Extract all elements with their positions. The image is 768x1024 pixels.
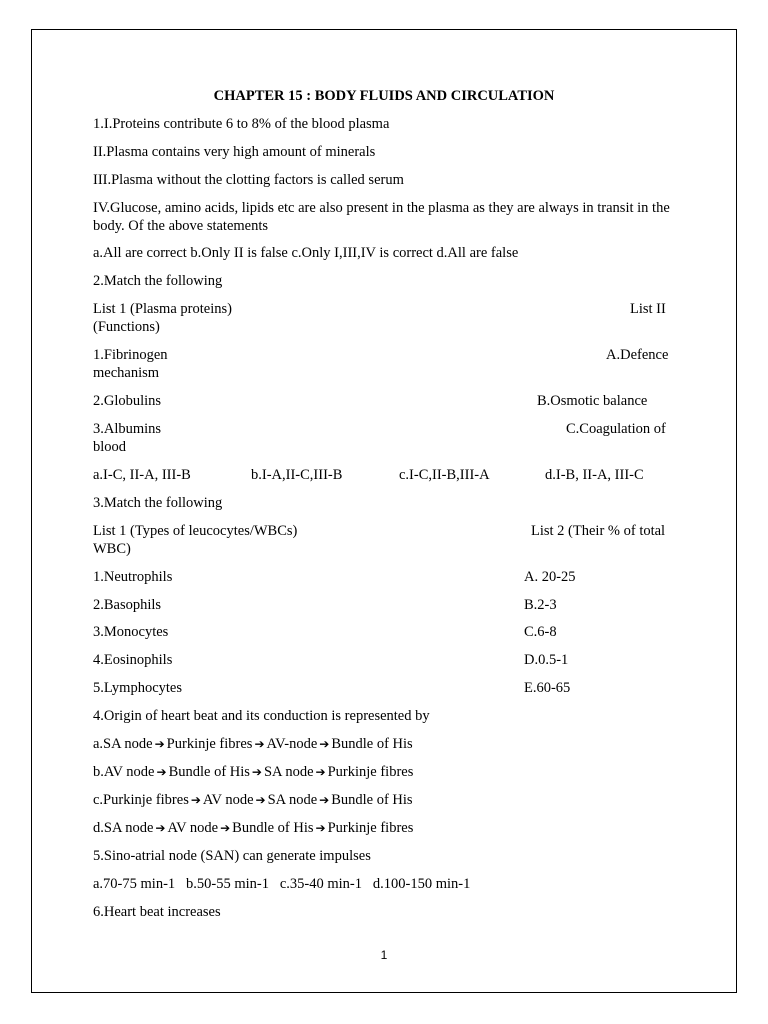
q3-list1-heading: List 1 (Types of leucocytes/WBCs) (93, 523, 298, 539)
q3-row-left: 2.Basophils (93, 597, 162, 613)
q6-prompt: 6.Heart beat increases (93, 904, 221, 920)
q3-row-right: A. 20-25 (524, 569, 576, 585)
arrow-right-icon: ➔ (155, 821, 166, 835)
q4-c-step: SA node (267, 792, 318, 808)
arrow-right-icon: ➔ (156, 765, 167, 779)
q1-statement-1: 1.I.Proteins contribute 6 to 8% of the blood plasma (93, 116, 390, 132)
q1-options: a.All are correct b.Only II is false c.Only I,III,IV is correct d.All are false (93, 245, 519, 261)
q4-prompt: 4.Origin of heart beat and its conduction is represented by (93, 708, 430, 724)
q4-b-step: SA node (263, 764, 314, 780)
q2-option-a: a.I-C, II-A, III-B (93, 467, 191, 483)
q4-d-step: AV node (167, 820, 219, 836)
q3-row-right: D.0.5-1 (524, 652, 569, 668)
q4-b-step: Bundle of His (168, 764, 250, 780)
q4-a-step: AV-node (266, 736, 318, 752)
q3-row-left: 4.Eosinophils (93, 652, 173, 668)
arrow-right-icon: ➔ (315, 821, 326, 835)
q2-row2-right: B.Osmotic balance (537, 393, 648, 409)
q3-prompt: 3.Match the following (93, 495, 223, 511)
q5-options: a.70-75 min-1 b.50-55 min-1 c.35-40 min-1 d.100-150 min-1 (93, 876, 471, 892)
q4-c-step: c.Purkinje fibres (93, 792, 189, 808)
q2-list2-heading-cont: (Functions) (93, 319, 160, 335)
arrow-right-icon: ➔ (254, 737, 265, 751)
page-number: 1 (380, 948, 388, 962)
q4-d-step: Purkinje fibres (327, 820, 414, 836)
q2-list2-heading: List II (630, 301, 666, 317)
q4-c-step: Bundle of His (331, 792, 413, 808)
q2-row2-left: 2.Globulins (93, 393, 162, 409)
q4-option-d (93, 819, 675, 837)
arrow-right-icon: ➔ (190, 793, 201, 807)
arrow-right-icon: ➔ (220, 821, 231, 835)
q4-b-step: b.AV node (93, 764, 155, 780)
q2-row3-left: 3.Albumins (93, 421, 162, 437)
q2-option-d: d.I-B, II-A, III-C (545, 467, 644, 483)
q1-statement-2: II.Plasma contains very high amount of minerals (93, 144, 376, 160)
q4-c-step: AV node (202, 792, 254, 808)
q4-b-step: Purkinje fibres (327, 764, 414, 780)
arrow-right-icon: ➔ (319, 737, 330, 751)
arrow-right-icon: ➔ (154, 737, 165, 751)
q2-row1-left: 1.Fibrinogen (93, 347, 168, 363)
q4-option-c (93, 791, 675, 809)
q3-row-right: B.2-3 (524, 597, 557, 613)
q2-prompt: 2.Match the following (93, 273, 223, 289)
q4-a-step: Bundle of His (331, 736, 413, 752)
q4-option-b (93, 763, 675, 781)
q3-list2-heading: List 2 (Their % of total (531, 523, 666, 539)
arrow-right-icon: ➔ (319, 793, 330, 807)
arrow-right-icon: ➔ (315, 765, 326, 779)
q2-row3-right: C.Coagulation of (566, 421, 666, 437)
q4-d-step: d.SA node (93, 820, 154, 836)
q2-row1-right-cont: mechanism (93, 365, 160, 381)
q3-list2-heading-cont: WBC) (93, 541, 131, 557)
q2-option-b: b.I-A,II-C,III-B (251, 467, 343, 483)
q4-a-step: a.SA node (93, 736, 153, 752)
q2-row3-right-cont: blood (93, 439, 127, 455)
q4-option-a (93, 735, 675, 753)
q3-row-left: 3.Monocytes (93, 624, 169, 640)
q4-a-step: Purkinje fibres (166, 736, 253, 752)
q5-prompt: 5.Sino-atrial node (SAN) can generate impulses (93, 848, 371, 864)
q3-row-right: E.60-65 (524, 680, 571, 696)
q1-statement-4: IV.Glucose, amino acids, lipids etc are also present in the plasma as they are always in transit in the body. Of the above statements (93, 200, 670, 234)
chapter-title: CHAPTER 15 : BODY FLUIDS AND CIRCULATION (213, 88, 555, 104)
arrow-right-icon: ➔ (251, 765, 262, 779)
q4-d-step: Bundle of His (232, 820, 314, 836)
q2-row1-right: A.Defence (606, 347, 669, 363)
q2-option-c: c.I-C,II-B,III-A (399, 467, 490, 483)
q2-list1-heading: List 1 (Plasma proteins) (93, 301, 232, 317)
arrow-right-icon: ➔ (255, 793, 266, 807)
q3-row-left: 1.Neutrophils (93, 569, 173, 585)
q1-statement-3: III.Plasma without the clotting factors is called serum (93, 172, 404, 188)
q3-row-left: 5.Lymphocytes (93, 680, 183, 696)
q3-row-right: C.6-8 (524, 624, 557, 640)
